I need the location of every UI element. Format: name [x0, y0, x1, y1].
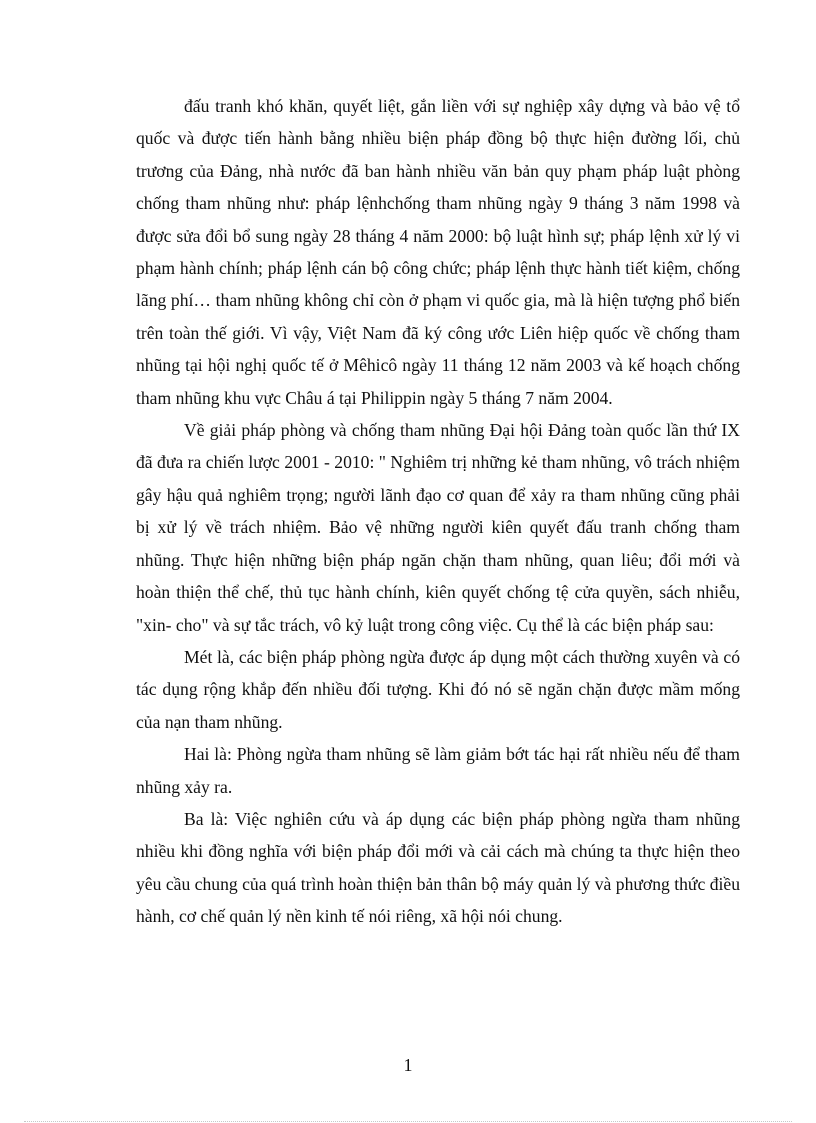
paragraph-continuation: đấu tranh khó khăn, quyết liệt, gắn liền với sự nghiệp xây dựng và bảo vệ tổ quốc và được tiến hành bằng nhiều biện pháp đồng bộ thực hiện đường lối, chủ trương của Đảng, nhà nước đã ban hành nhiều văn bản quy phạm pháp luật phòng chống tham nhũng như: pháp lệnhchống tham nhũng ngày 9 tháng 3 năm 1998 và được sửa đổi bổ sung ngày 28 tháng 4 năm 2000: bộ luật hình sự; pháp lệnh xử lý vi phạm hành chính; pháp lệnh cán bộ công chức; pháp lệnh thực hành tiết kiệm, chống lãng phí… tham nhũng không chỉ còn ở phạm vi quốc gia, mà là hiện tượng phổ biến trên toàn thế giới. Vì vậy, Việt Nam đã ký công ước Liên hiệp quốc về chống tham nhũng tại hội nghị quốc tế ở Mêhicô ngày 11 tháng 12 năm 2003 và kế hoạch chống tham nhũng khu vực Châu á tại Philippin ngày 5 tháng 7 năm 2004. — [136, 96, 740, 408]
paragraph-measure-one: Mét là, các biện pháp phòng ngừa được áp dụng một cách thường xuyên và có tác dụng rộng khắp đến nhiều đối tượng. Khi đó nó sẽ ngăn chặn được mầm mống của nạn tham nhũng. — [136, 646, 740, 732]
paragraph-measure-three: Ba là: Việc nghiên cứu và áp dụng các biện pháp phòng ngừa tham nhũng nhiều khi đồng nghĩa với biện pháp đổi mới và cải cách mà chúng ta thực hiện theo yêu cầu chung của quá trình hoàn thiện bản thân bộ máy quản lý và phương thức điều hành, cơ chế quản lý nền kinh tế nói riêng, xã hội nói chung. — [136, 808, 740, 927]
body-text — [136, 90, 740, 933]
page-bottom-divider — [24, 1121, 792, 1122]
paragraph-measure-two: Hai là: Phòng ngừa tham nhũng sẽ làm giảm bớt tác hại rất nhiều nếu để tham nhũng xảy ra. — [136, 744, 740, 797]
paragraph-strategy: Về giải pháp phòng và chống tham nhũng Đại hội Đảng toàn quốc lần thứ IX đã đưa ra chiến lược 2001 - 2010: " Nghiêm trị những kẻ tham nhũng, vô trách nhiệm gây hậu quả nghiêm trọng; người lãnh đạo cơ quan để xảy ra tham nhũng cũng phải bị xử lý về trách nhiệm. Bảo vệ những người kiên quyết đấu tranh chống tham nhũng. Thực hiện những biện pháp ngăn chặn tham nhũng, quan liêu; đổi mới và hoàn thiện thể chế, thủ tục hành chính, kiên quyết chống tệ cửa quyền, sách nhiễu, "xin- cho" và sự tắc trách, vô kỷ luật trong công việc. Cụ thể là các biện pháp sau: — [136, 420, 740, 635]
page-number: 1 — [403, 1055, 413, 1075]
